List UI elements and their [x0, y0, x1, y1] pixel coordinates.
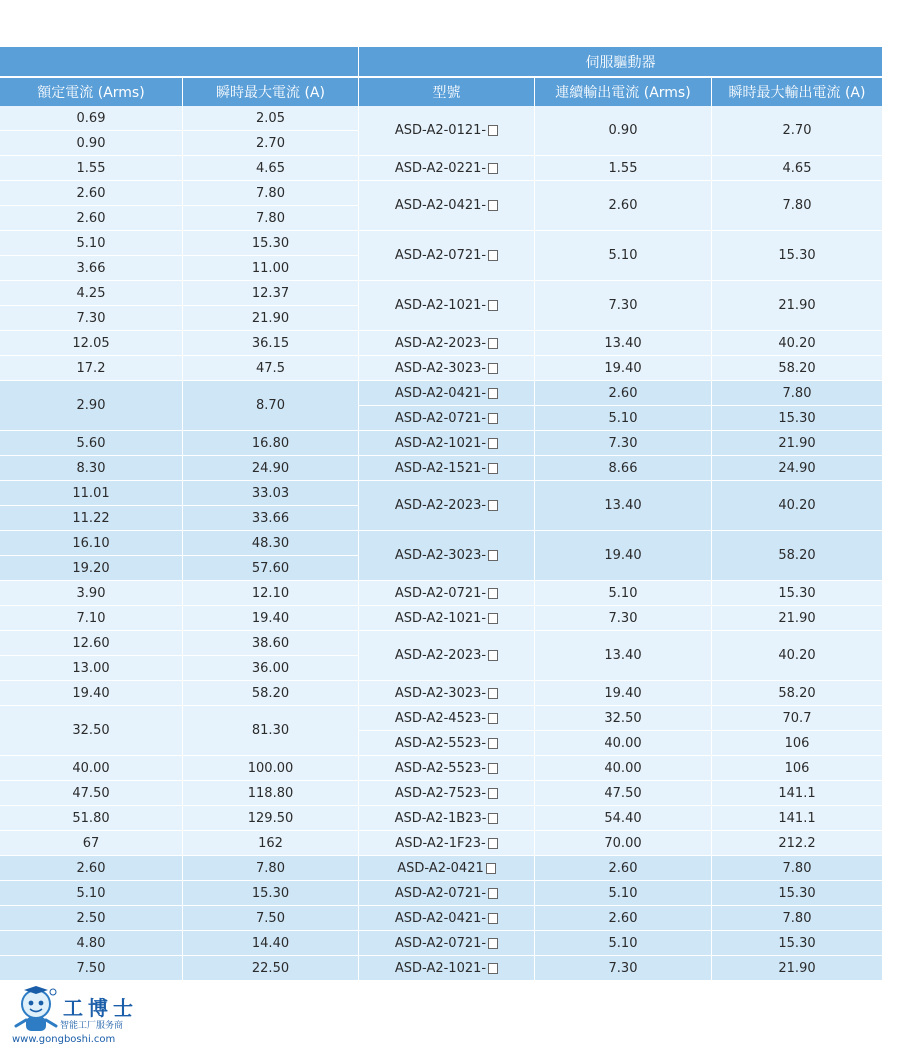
drive-continuous-current-cell: 5.10: [535, 931, 711, 955]
drive-continuous-current-cell: 13.40: [535, 331, 711, 355]
column-header: 額定電流 (Arms): [0, 78, 182, 106]
drive-model-label: ASD-A2-5523-: [394, 735, 487, 751]
column-header: 瞬時最大電流 (A): [183, 78, 358, 106]
motor-peak-current-cell: 19.40: [183, 606, 358, 630]
drive-peak-current-cell: 7.80: [712, 381, 882, 405]
drive-continuous-current-cell: 2.60: [535, 906, 711, 930]
motor-rated-current-cell: 16.10: [0, 531, 182, 555]
drive-model-cell: [359, 956, 534, 980]
watermark-brand: 工博士: [63, 996, 138, 1020]
motor-rated-current-cell: 5.60: [0, 431, 182, 455]
motor-rated-current-cell: 32.50: [0, 706, 182, 755]
drive-model-label: ASD-A2-2023-: [394, 498, 487, 513]
checkbox-placeholder-icon: [488, 500, 498, 511]
motor-rated-current-cell: 19.40: [0, 681, 182, 705]
drive-model-label: ASD-A2-0421-: [394, 910, 487, 926]
drive-model-cell: [359, 281, 534, 330]
motor-peak-current-cell: 47.5: [183, 356, 358, 380]
motor-peak-current-cell: 2.70: [183, 131, 358, 155]
motor-group-header: [0, 47, 358, 76]
motor-rated-current-cell: 5.10: [0, 231, 182, 255]
drive-peak-current-cell: 58.20: [712, 681, 882, 705]
drive-model-label: ASD-A2-0721-: [394, 248, 487, 263]
drive-model-cell: [359, 581, 534, 605]
drive-continuous-current-cell: 19.40: [535, 356, 711, 380]
drive-model-label: ASD-A2-1021-: [394, 610, 487, 626]
drive-model-label: ASD-A2-1B23-: [394, 810, 487, 826]
drive-model-label: ASD-A2-2023-: [394, 648, 487, 663]
drive-continuous-current-cell: 54.40: [535, 806, 711, 830]
drive-peak-current-cell: 106: [712, 731, 882, 755]
drive-continuous-current-cell: 40.00: [535, 731, 711, 755]
drive-continuous-current-cell: 32.50: [535, 706, 711, 730]
checkbox-placeholder-icon: [488, 463, 498, 474]
watermark-url: www.gongboshi.com: [12, 1034, 116, 1045]
drive-model-cell: [359, 481, 534, 530]
drive-continuous-current-cell: 2.60: [535, 181, 711, 230]
drive-continuous-current-cell: 7.30: [535, 281, 711, 330]
drive-peak-current-cell: 21.90: [712, 431, 882, 455]
drive-peak-current-cell: 70.7: [712, 706, 882, 730]
motor-peak-current-cell: 57.60: [183, 556, 358, 580]
drive-model-label: ASD-A2-0221-: [394, 160, 487, 176]
drive-continuous-current-cell: 47.50: [535, 781, 711, 805]
watermark-tagline: 智能工厂服务商: [60, 1021, 124, 1031]
motor-peak-current-cell: 4.65: [183, 156, 358, 180]
checkbox-placeholder-icon: [488, 738, 498, 749]
motor-rated-current-cell: 3.66: [0, 256, 182, 280]
drive-continuous-current-cell: 19.40: [535, 681, 711, 705]
drive-continuous-current-cell: 7.30: [535, 606, 711, 630]
drive-model-cell: [359, 731, 534, 755]
drive-peak-current-cell: 7.80: [712, 181, 882, 230]
motor-peak-current-cell: 24.90: [183, 456, 358, 480]
drive-group-header: 伺服驅動器: [359, 47, 882, 76]
drive-peak-current-cell: 2.70: [712, 106, 882, 155]
motor-peak-current-cell: 12.10: [183, 581, 358, 605]
motor-rated-current-cell: 1.55: [0, 156, 182, 180]
drive-model-cell: [359, 531, 534, 580]
motor-rated-current-cell: 7.30: [0, 306, 182, 330]
motor-rated-current-cell: 8.30: [0, 456, 182, 480]
drive-continuous-current-cell: 5.10: [535, 881, 711, 905]
drive-model-cell: [359, 106, 534, 155]
drive-continuous-current-cell: 19.40: [535, 531, 711, 580]
motor-peak-current-cell: 33.66: [183, 506, 358, 530]
drive-peak-current-cell: 15.30: [712, 881, 882, 905]
drive-continuous-current-cell: 5.10: [535, 406, 711, 430]
checkbox-placeholder-icon: [488, 838, 498, 849]
motor-peak-current-cell: 7.80: [183, 181, 358, 205]
checkbox-placeholder-icon: [488, 338, 498, 349]
column-header: 型號: [359, 78, 534, 106]
drive-peak-current-cell: 40.20: [712, 331, 882, 355]
column-header: 瞬時最大輸出電流 (A): [712, 78, 882, 106]
motor-rated-current-cell: 11.22: [0, 506, 182, 530]
motor-peak-current-cell: 14.40: [183, 931, 358, 955]
drive-continuous-current-cell: 2.60: [535, 856, 711, 880]
drive-continuous-current-cell: 40.00: [535, 756, 711, 780]
drive-peak-current-cell: 141.1: [712, 781, 882, 805]
drive-continuous-current-cell: 2.60: [535, 381, 711, 405]
drive-model-label: ASD-A2-1F23-: [395, 835, 486, 851]
drive-model-cell: [359, 606, 534, 630]
motor-rated-current-cell: 3.90: [0, 581, 182, 605]
motor-peak-current-cell: 100.00: [183, 756, 358, 780]
drive-model-label: ASD-A2-0121-: [394, 123, 487, 138]
motor-rated-current-cell: 2.60: [0, 181, 182, 205]
drive-model-cell: [359, 931, 534, 955]
motor-rated-current-cell: 17.2: [0, 356, 182, 380]
motor-peak-current-cell: 2.05: [183, 106, 358, 130]
drive-peak-current-cell: 21.90: [712, 281, 882, 330]
motor-rated-current-cell: 7.50: [0, 956, 182, 980]
drive-model-label: ASD-A2-1021-: [394, 298, 487, 313]
motor-rated-current-cell: 2.60: [0, 206, 182, 230]
drive-peak-current-cell: 21.90: [712, 606, 882, 630]
motor-peak-current-cell: 38.60: [183, 631, 358, 655]
spec-table: [0, 47, 882, 983]
drive-model-label: ASD-A2-0421-: [394, 198, 487, 213]
drive-model-label: ASD-A2-0421-: [394, 385, 487, 401]
checkbox-placeholder-icon: [488, 588, 498, 599]
drive-peak-current-cell: 15.30: [712, 231, 882, 280]
motor-rated-current-cell: 7.10: [0, 606, 182, 630]
drive-continuous-current-cell: 13.40: [535, 481, 711, 530]
drive-peak-current-cell: 7.80: [712, 906, 882, 930]
motor-peak-current-cell: 7.50: [183, 906, 358, 930]
drive-model-label: ASD-A2-2023-: [394, 335, 487, 351]
motor-rated-current-cell: 2.50: [0, 906, 182, 930]
drive-model-label: ASD-A2-1021-: [394, 960, 487, 976]
motor-peak-current-cell: 8.70: [183, 381, 358, 430]
checkbox-placeholder-icon: [486, 863, 496, 874]
checkbox-placeholder-icon: [488, 200, 498, 211]
drive-model-label: ASD-A2-0721-: [394, 935, 487, 951]
drive-peak-current-cell: 15.30: [712, 931, 882, 955]
drive-continuous-current-cell: 5.10: [535, 231, 711, 280]
drive-model-cell: [359, 756, 534, 780]
drive-continuous-current-cell: 5.10: [535, 581, 711, 605]
checkbox-placeholder-icon: [488, 250, 498, 261]
drive-model-cell: [359, 906, 534, 930]
checkbox-placeholder-icon: [488, 913, 498, 924]
motor-rated-current-cell: 19.20: [0, 556, 182, 580]
motor-peak-current-cell: 58.20: [183, 681, 358, 705]
checkbox-placeholder-icon: [488, 938, 498, 949]
drive-model-label: ASD-A2-7523-: [394, 785, 487, 801]
drive-model-label: ASD-A2-3023-: [394, 360, 487, 376]
drive-model-cell: [359, 706, 534, 730]
motor-rated-current-cell: 12.60: [0, 631, 182, 655]
drive-model-cell: [359, 356, 534, 380]
checkbox-placeholder-icon: [488, 813, 498, 824]
motor-peak-current-cell: 118.80: [183, 781, 358, 805]
motor-rated-current-cell: 2.90: [0, 381, 182, 430]
drive-model-label: ASD-A2-1021-: [394, 435, 487, 451]
drive-model-label: ASD-A2-0721-: [394, 410, 487, 426]
drive-peak-current-cell: 15.30: [712, 581, 882, 605]
drive-peak-current-cell: 58.20: [712, 531, 882, 580]
motor-peak-current-cell: 11.00: [183, 256, 358, 280]
motor-peak-current-cell: 48.30: [183, 531, 358, 555]
drive-model-label: ASD-A2-0421: [397, 860, 484, 876]
drive-continuous-current-cell: 0.90: [535, 106, 711, 155]
motor-rated-current-cell: 0.90: [0, 131, 182, 155]
motor-peak-current-cell: 36.15: [183, 331, 358, 355]
checkbox-placeholder-icon: [488, 438, 498, 449]
motor-rated-current-cell: 12.05: [0, 331, 182, 355]
drive-model-cell: [359, 881, 534, 905]
checkbox-placeholder-icon: [488, 963, 498, 974]
checkbox-placeholder-icon: [488, 888, 498, 899]
column-header: 連續輸出電流 (Arms): [535, 78, 711, 106]
drive-model-cell: [359, 431, 534, 455]
drive-continuous-current-cell: 13.40: [535, 631, 711, 680]
drive-peak-current-cell: 4.65: [712, 156, 882, 180]
drive-model-cell: [359, 181, 534, 230]
checkbox-placeholder-icon: [488, 763, 498, 774]
motor-rated-current-cell: 4.80: [0, 931, 182, 955]
motor-rated-current-cell: 47.50: [0, 781, 182, 805]
motor-rated-current-cell: 4.25: [0, 281, 182, 305]
drive-model-label: ASD-A2-1521-: [394, 460, 487, 476]
motor-peak-current-cell: 21.90: [183, 306, 358, 330]
motor-rated-current-cell: 2.60: [0, 856, 182, 880]
drive-model-cell: [359, 381, 534, 405]
drive-peak-current-cell: 24.90: [712, 456, 882, 480]
motor-rated-current-cell: 51.80: [0, 806, 182, 830]
checkbox-placeholder-icon: [488, 363, 498, 374]
drive-peak-current-cell: 15.30: [712, 406, 882, 430]
drive-model-label: ASD-A2-3023-: [394, 548, 487, 563]
drive-model-cell: [359, 681, 534, 705]
motor-rated-current-cell: 0.69: [0, 106, 182, 130]
drive-peak-current-cell: 212.2: [712, 831, 882, 855]
checkbox-placeholder-icon: [488, 713, 498, 724]
drive-model-label: ASD-A2-0721-: [394, 885, 487, 901]
motor-peak-current-cell: 7.80: [183, 206, 358, 230]
motor-peak-current-cell: 16.80: [183, 431, 358, 455]
checkbox-placeholder-icon: [488, 688, 498, 699]
checkbox-placeholder-icon: [488, 788, 498, 799]
checkbox-placeholder-icon: [488, 300, 498, 311]
drive-model-cell: [359, 406, 534, 430]
drive-peak-current-cell: 40.20: [712, 631, 882, 680]
motor-peak-current-cell: 162: [183, 831, 358, 855]
drive-model-cell: [359, 631, 534, 680]
drive-continuous-current-cell: 1.55: [535, 156, 711, 180]
drive-model-label: ASD-A2-4523-: [394, 710, 487, 726]
motor-peak-current-cell: 36.00: [183, 656, 358, 680]
motor-peak-current-cell: 7.80: [183, 856, 358, 880]
motor-rated-current-cell: 67: [0, 831, 182, 855]
checkbox-placeholder-icon: [488, 413, 498, 424]
drive-model-cell: [359, 231, 534, 280]
drive-continuous-current-cell: 8.66: [535, 456, 711, 480]
checkbox-placeholder-icon: [488, 125, 498, 136]
checkbox-placeholder-icon: [488, 650, 498, 661]
drive-peak-current-cell: 7.80: [712, 856, 882, 880]
drive-peak-current-cell: 40.20: [712, 481, 882, 530]
drive-model-label: ASD-A2-3023-: [394, 685, 487, 701]
drive-model-cell: [359, 156, 534, 180]
drive-model-label: ASD-A2-5523-: [394, 760, 487, 776]
checkbox-placeholder-icon: [488, 163, 498, 174]
motor-peak-current-cell: 33.03: [183, 481, 358, 505]
drive-model-cell: [359, 806, 534, 830]
motor-peak-current-cell: 129.50: [183, 806, 358, 830]
motor-peak-current-cell: 81.30: [183, 706, 358, 755]
drive-peak-current-cell: 106: [712, 756, 882, 780]
motor-rated-current-cell: 13.00: [0, 656, 182, 680]
drive-peak-current-cell: 141.1: [712, 806, 882, 830]
checkbox-placeholder-icon: [488, 613, 498, 624]
motor-peak-current-cell: 12.37: [183, 281, 358, 305]
motor-peak-current-cell: 15.30: [183, 881, 358, 905]
motor-peak-current-cell: 22.50: [183, 956, 358, 980]
drive-continuous-current-cell: 7.30: [535, 956, 711, 980]
drive-model-cell: [359, 331, 534, 355]
drive-continuous-current-cell: 70.00: [535, 831, 711, 855]
checkbox-placeholder-icon: [488, 550, 498, 561]
drive-continuous-current-cell: 7.30: [535, 431, 711, 455]
motor-peak-current-cell: 15.30: [183, 231, 358, 255]
motor-rated-current-cell: 40.00: [0, 756, 182, 780]
drive-model-cell: [359, 856, 534, 880]
motor-rated-current-cell: 11.01: [0, 481, 182, 505]
drive-model-label: ASD-A2-0721-: [394, 585, 487, 601]
drive-model-cell: [359, 456, 534, 480]
drive-model-cell: [359, 831, 534, 855]
drive-model-cell: [359, 781, 534, 805]
drive-peak-current-cell: 58.20: [712, 356, 882, 380]
drive-peak-current-cell: 21.90: [712, 956, 882, 980]
checkbox-placeholder-icon: [488, 388, 498, 399]
motor-rated-current-cell: 5.10: [0, 881, 182, 905]
